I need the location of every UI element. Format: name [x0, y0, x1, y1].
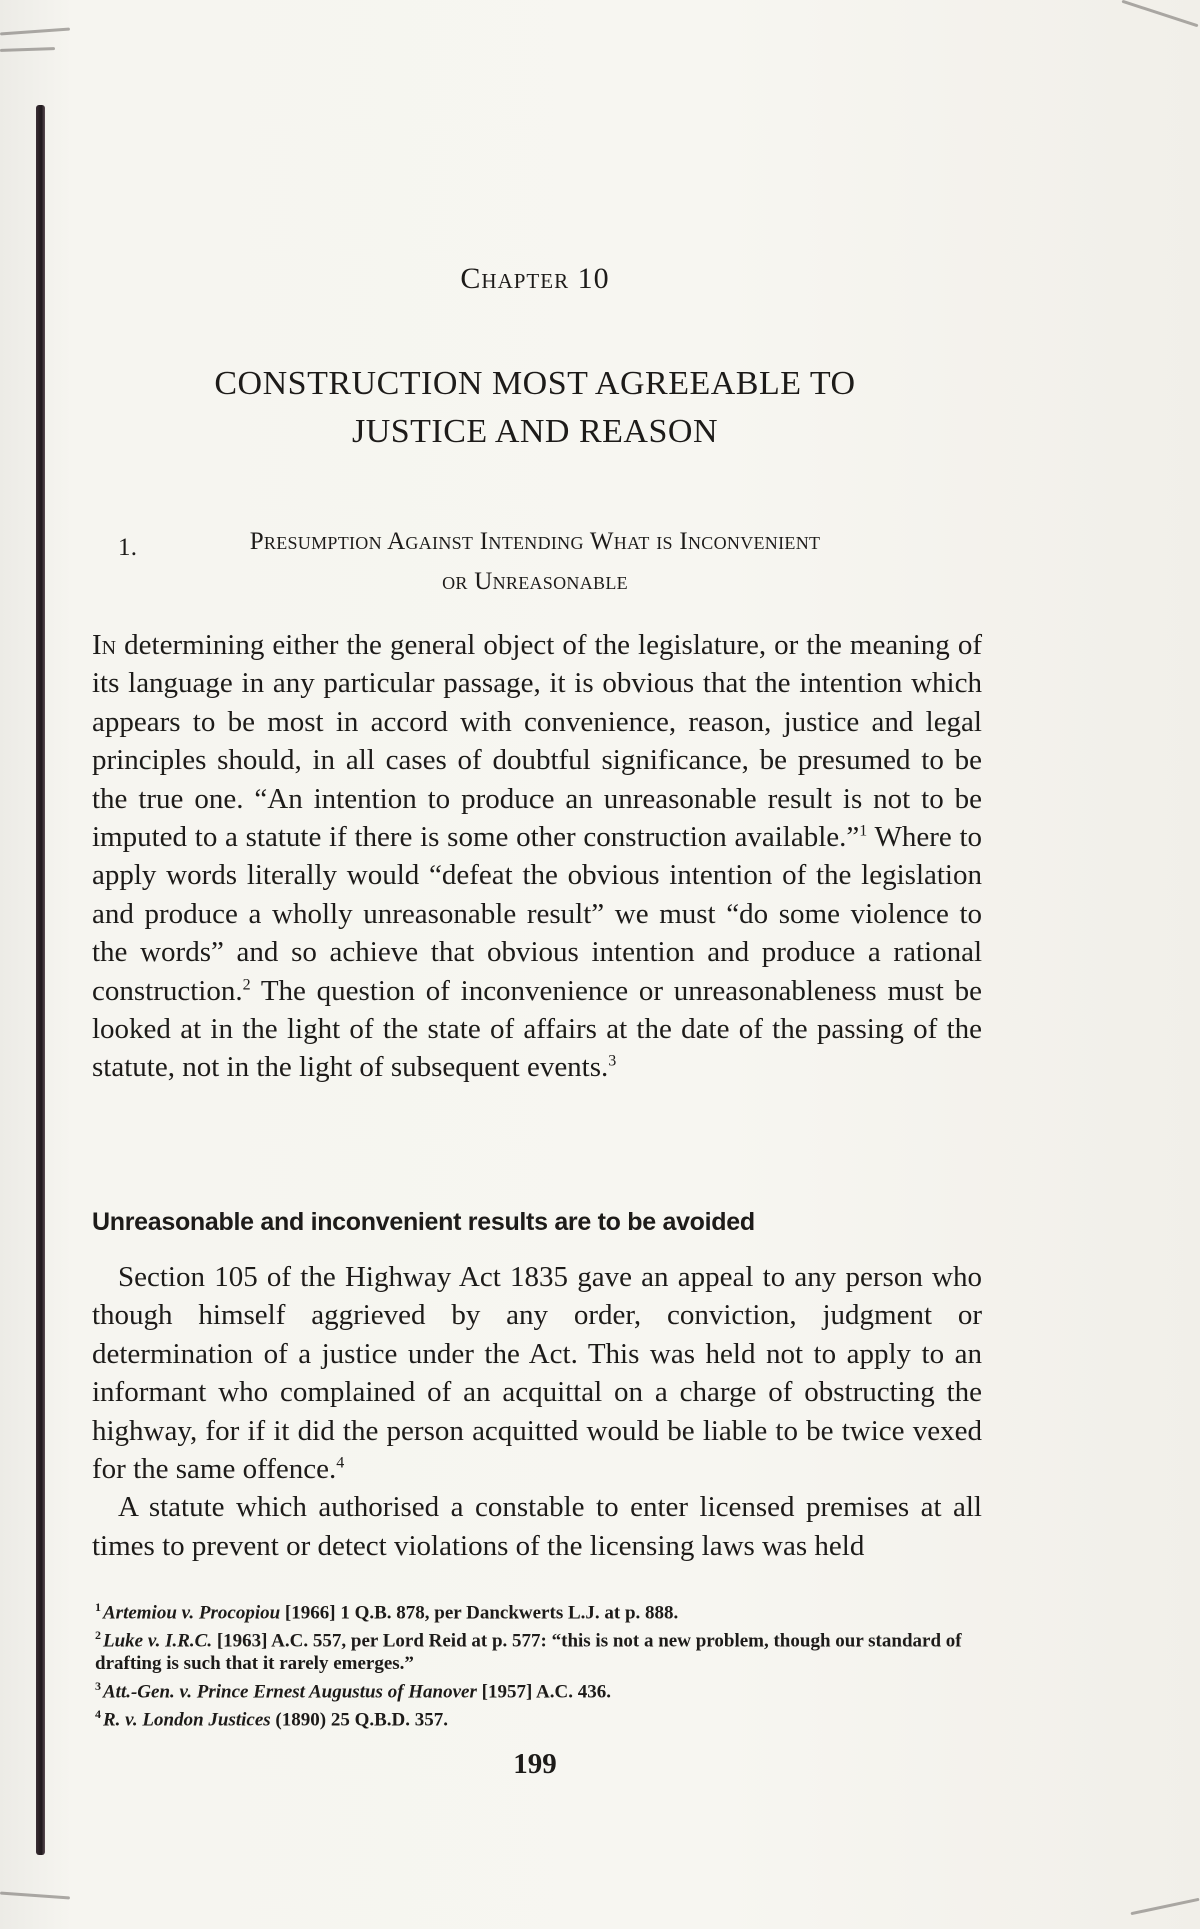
footnote-2: [95, 1624, 995, 1674]
paragraph-lead-word: In: [92, 629, 117, 661]
footnote-case-name: Artemiou v. Procopiou: [103, 1602, 281, 1624]
footnote-case-name: Luke v. I.R.C.: [103, 1630, 213, 1652]
footnote-ref-3[interactable]: 3: [608, 1052, 617, 1070]
paragraph-text: Where to apply words literally would “defeat the obvious intention of the legislation and produce a wholly unreasonable result” we must “do some violence to the words” and so achieve that obvious intention and produce a rational construction.: [92, 821, 982, 1007]
footnote-citation: [1966] 1 Q.B. 878, per Danckwerts L.J. at p. 888.: [280, 1602, 679, 1624]
footnote-number: 2: [95, 1628, 101, 1643]
footnote-ref-1[interactable]: 1: [859, 822, 868, 840]
section-heading: [0, 522, 1070, 602]
paragraph-text: Section 105 of the Highway Act 1835 gave an appeal to any person who though himself aggrieved by any order, conviction, judgment or determination of a justice under the Act. This was held not to apply to an informant who complained of an acquittal on a charge of obstructing the highway, for if it did the person acquitted would be liable to be twice vexed for the same offence.: [92, 1261, 982, 1486]
section-number: 1.: [118, 534, 138, 561]
scan-edge-mark: [1121, 0, 1198, 27]
footnote-citation: [1957] A.C. 436.: [476, 1680, 611, 1702]
chapter-title-line1: CONSTRUCTION MOST AGREEABLE TO: [214, 365, 856, 402]
chapter-label: Chapter 10: [460, 262, 610, 295]
body-paragraph-2: [92, 1258, 982, 1565]
footnote-1: [95, 1596, 995, 1624]
chapter-title-line2: JUSTICE AND REASON: [351, 413, 719, 450]
paragraph-text: determining either the general object of the legislature, or the meaning of its language in any particular passage, it is obvious that the intention which appears to be most in accord with convenience, reason, justice and legal principles should, in all cases of doubtful significance, be presumed to be the true one. “An intention to produce an unreasonable result is not to be imputed to a statute if there is some other construction available.”: [92, 629, 982, 854]
footnote-4: [95, 1703, 995, 1731]
body-paragraph-1: [92, 626, 982, 1087]
chapter-title: [0, 360, 1070, 456]
footnote-number: 1: [95, 1600, 101, 1614]
page-number: 199: [513, 1748, 557, 1780]
footnote-case-name: Att.-Gen. v. Prince Ernest Augustus of Hanover: [103, 1680, 477, 1702]
footnote-ref-4[interactable]: 4: [336, 1454, 345, 1472]
footnote-3: [95, 1675, 995, 1703]
subheading: Unreasonable and inconvenient results are to be avoided: [92, 1208, 755, 1236]
footnotes: [95, 1596, 995, 1731]
footnote-citation: [1963] A.C. 557, per Lord Reid at p. 577: “this is not a new problem, though our standard of drafting is such that it rarely emerges.”: [95, 1630, 962, 1674]
scan-edge-mark: [0, 47, 55, 52]
footnote-number: 3: [95, 1678, 101, 1693]
footnote-number: 4: [95, 1706, 101, 1721]
section-heading-line2: or Unreasonable: [442, 568, 628, 595]
paragraph-2-text-block: [92, 1258, 982, 1488]
paragraph-text: A statute which authorised a constable to enter licensed premises at all times to prevent or detect violations of the licensing laws was held: [92, 1491, 982, 1562]
footnote-citation: (1890) 25 Q.B.D. 357.: [270, 1709, 448, 1731]
paragraph-text: The question of inconvenience or unreasonableness must be looked at in the light of the state of affairs at the date of the passing of the statute, not in the light of subsequent events.: [92, 974, 982, 1084]
paragraph-3-text-block: [92, 1488, 982, 1565]
footnote-ref-2[interactable]: 2: [242, 976, 251, 993]
footnote-case-name: R. v. London Justices: [103, 1709, 271, 1731]
scan-edge-mark: [1130, 1898, 1199, 1915]
scan-edge-mark: [0, 1892, 70, 1900]
section-heading-line1: Presumption Against Intending What is Inconvenient: [249, 528, 821, 555]
scan-edge-mark: [0, 28, 70, 36]
